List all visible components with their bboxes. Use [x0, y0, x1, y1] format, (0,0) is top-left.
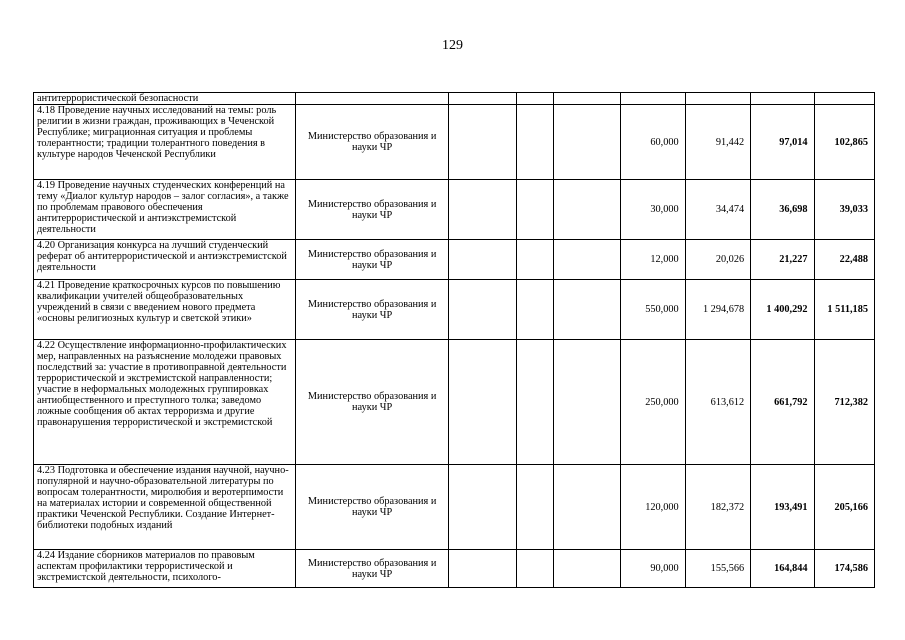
empty-cell: [516, 180, 553, 240]
table-row: [34, 280, 875, 340]
measure-description: 4.18 Проведение научных исследований на темы: роль религии в жизни граждан, проживающих в Чеченской Республике; миграционная ситуация и проблемы толерантности; традиции толерантного поведения в культуре народов Чеченской Республики: [34, 105, 296, 180]
empty-cell: [553, 93, 621, 105]
value-cell-2: [685, 93, 750, 105]
value-cell-3: 21,227: [751, 240, 814, 280]
empty-cell: [553, 180, 621, 240]
value-cell-4: 205,166: [814, 465, 874, 550]
empty-cell: [553, 240, 621, 280]
empty-cell: [449, 550, 517, 588]
value-cell-4: 712,382: [814, 340, 874, 465]
value-cell-3: 1 400,292: [751, 280, 814, 340]
value-cell-2: 1 294,678: [685, 280, 750, 340]
empty-cell: [516, 280, 553, 340]
measure-description: 4.21 Проведение краткосрочных курсов по повышению квалификации учителей общеобразовательных учреждений в связи с введением нового предмета «основы религиозных культур и светской этики»: [34, 280, 296, 340]
page-number: 129: [442, 38, 463, 53]
value-cell-4: 174,586: [814, 550, 874, 588]
value-cell-2: 182,372: [685, 465, 750, 550]
table-row: [34, 105, 875, 180]
empty-cell: [553, 465, 621, 550]
empty-cell: [516, 465, 553, 550]
measure-description: 4.24 Издание сборников материалов по правовым аспектам профилактики террористической и экстремистской деятельности, психолого-: [34, 550, 296, 588]
empty-cell: [516, 105, 553, 180]
measure-description: 4.20 Организация конкурса на лучший студенческий реферат об антитеррористической и антиэкстремистской деятельности: [34, 240, 296, 280]
empty-cell: [449, 93, 517, 105]
value-cell-4: [814, 93, 874, 105]
value-cell-4: 39,033: [814, 180, 874, 240]
executor-cell: Министерство образования и науки ЧР: [295, 180, 448, 240]
empty-cell: [553, 280, 621, 340]
empty-cell: [516, 340, 553, 465]
measure-description: 4.19 Проведение научных студенческих конференций на тему «Диалог культур народов – залог согласия», а также по проблемам правового обеспечения антитеррористической и антиэкстремистской деятельности: [34, 180, 296, 240]
value-cell-4: 102,865: [814, 105, 874, 180]
value-cell-1: [621, 93, 685, 105]
table-row: [34, 465, 875, 550]
empty-cell: [516, 550, 553, 588]
executor-cell: Министерство образования и науки ЧР: [295, 280, 448, 340]
value-cell-1: 120,000: [621, 465, 685, 550]
value-cell-1: 550,000: [621, 280, 685, 340]
value-cell-3: 193,491: [751, 465, 814, 550]
measure-description: 4.22 Осуществление информационно-профилактических мер, направленных на разъяснение молодежи правовых последствий за: участие в противоправной деятельности террористической и экстремистской направленности; участие в неформальных молодежных группировках антиобщественного и преступного толка; заведомо ложные сообщения об актах терроризма и другие правонарушения террористической и экстремистской: [34, 340, 296, 465]
value-cell-3: [751, 93, 814, 105]
table-row: [34, 93, 875, 105]
table-row: [34, 550, 875, 588]
table-row: [34, 180, 875, 240]
table-row: [34, 340, 875, 465]
value-cell-1: 12,000: [621, 240, 685, 280]
empty-cell: [449, 105, 517, 180]
empty-cell: [553, 340, 621, 465]
value-cell-1: 250,000: [621, 340, 685, 465]
value-cell-1: 60,000: [621, 105, 685, 180]
executor-cell: [295, 93, 448, 105]
value-cell-2: 91,442: [685, 105, 750, 180]
value-cell-3: 97,014: [751, 105, 814, 180]
value-cell-3: 164,844: [751, 550, 814, 588]
value-cell-2: 155,566: [685, 550, 750, 588]
value-cell-1: 90,000: [621, 550, 685, 588]
empty-cell: [516, 240, 553, 280]
empty-cell: [449, 465, 517, 550]
value-cell-4: 22,488: [814, 240, 874, 280]
executor-cell: Министерство образования и науки ЧР: [295, 465, 448, 550]
value-cell-3: 661,792: [751, 340, 814, 465]
measure-description: 4.23 Подготовка и обеспечение издания научной, научно-популярной и научно-образовательной литературы по вопросам толерантности, миролюбия и веротерпимости на материалах истории и современной общественной практики Чеченской Республики. Создание Интернет-библиотеки подобных изданий: [34, 465, 296, 550]
executor-cell: Министерство образования и науки ЧР: [295, 550, 448, 588]
empty-cell: [449, 180, 517, 240]
empty-cell: [553, 105, 621, 180]
empty-cell: [449, 340, 517, 465]
value-cell-2: 613,612: [685, 340, 750, 465]
empty-cell: [516, 93, 553, 105]
program-table: [33, 92, 875, 588]
empty-cell: [553, 550, 621, 588]
value-cell-3: 36,698: [751, 180, 814, 240]
executor-cell: Министерство образования и науки ЧР: [295, 105, 448, 180]
value-cell-4: 1 511,185: [814, 280, 874, 340]
empty-cell: [449, 280, 517, 340]
executor-cell: Министерство образования и науки ЧР: [295, 240, 448, 280]
table-row: [34, 240, 875, 280]
measure-description: антитеррористической безопасности: [34, 93, 296, 105]
value-cell-2: 20,026: [685, 240, 750, 280]
empty-cell: [449, 240, 517, 280]
executor-cell: Министерство образования и науки ЧР: [295, 340, 448, 465]
value-cell-1: 30,000: [621, 180, 685, 240]
value-cell-2: 34,474: [685, 180, 750, 240]
